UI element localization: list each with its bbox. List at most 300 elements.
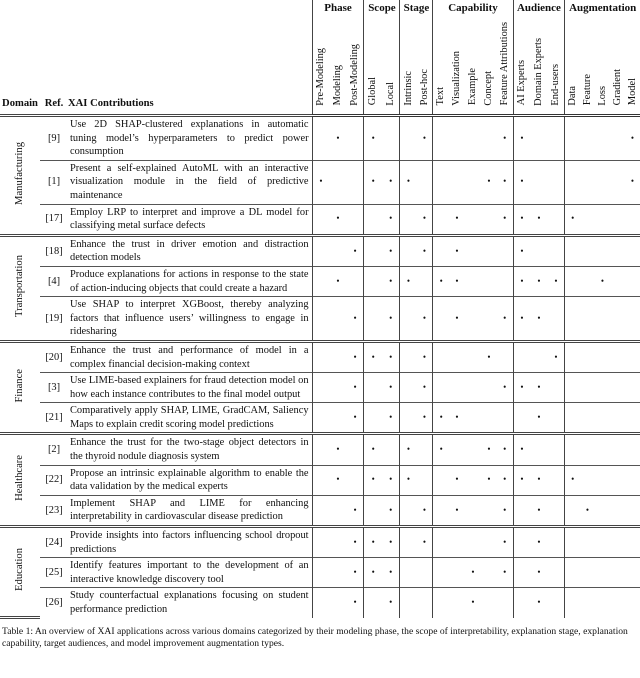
cell-loss	[595, 235, 610, 266]
check-dot-icon: •	[630, 176, 635, 187]
check-dot-icon: •	[353, 312, 357, 323]
group-header-row	[0, 0, 640, 18]
table-body	[0, 116, 640, 618]
cell-gradient	[610, 341, 625, 372]
cell-ai-experts	[513, 116, 530, 161]
cell-data	[565, 434, 580, 465]
cell-data	[565, 160, 580, 204]
cell-model	[625, 495, 640, 526]
reference-link[interactable]: [1]	[40, 160, 68, 204]
cell-domain-experts	[530, 235, 547, 266]
reference-link[interactable]: [26]	[40, 588, 68, 618]
cell-feature-attributions	[497, 558, 513, 588]
cell-data	[565, 558, 580, 588]
cell-end-users	[548, 588, 565, 618]
cell-ai-experts	[513, 558, 530, 588]
check-dot-icon: •	[503, 213, 507, 224]
cell-modeling	[329, 465, 346, 495]
cell-model	[625, 588, 640, 618]
check-dot-icon: •	[389, 597, 393, 608]
cell-data	[565, 297, 580, 342]
cell-local	[382, 160, 400, 204]
check-dot-icon: •	[503, 381, 507, 392]
table-row	[0, 588, 640, 618]
cell-local	[382, 266, 400, 296]
cell-end-users	[548, 160, 565, 204]
cell-domain-experts	[530, 160, 547, 204]
column-header-intrinsic	[400, 18, 417, 116]
column-label: Domain Experts	[533, 37, 545, 106]
check-dot-icon: •	[537, 536, 541, 547]
column-label: Pre-Modeling	[315, 47, 327, 106]
cell-concept	[481, 465, 497, 495]
cell-intrinsic	[400, 558, 417, 588]
cell-modeling	[329, 235, 346, 266]
reference-link[interactable]: [21]	[40, 403, 68, 434]
cell-post-modeling	[347, 235, 364, 266]
cell-visualization	[449, 495, 465, 526]
cell-modeling	[329, 558, 346, 588]
cell-feature-attributions	[497, 527, 513, 558]
cell-end-users	[548, 297, 565, 342]
contribution-text: Study counterfactual explanations focusing on student performance prediction	[68, 588, 312, 618]
cell-model	[625, 160, 640, 204]
cell-example	[465, 434, 481, 465]
table-row	[0, 527, 640, 558]
cell-end-users	[548, 434, 565, 465]
cell-end-users	[548, 527, 565, 558]
cell-feature	[580, 116, 595, 161]
contribution-text: Enhance the trust for the two-stage object detectors in the thyroid nodule diagnosis system	[68, 434, 312, 465]
cell-pre-modeling	[312, 341, 329, 372]
cell-model	[625, 266, 640, 296]
cell-ai-experts	[513, 204, 530, 235]
column-header-post-modeling	[347, 18, 364, 116]
contribution-text: Employ LRP to interpret and improve a DL model for classifying metal surface defects	[68, 204, 312, 235]
cell-gradient	[610, 465, 625, 495]
cell-feature	[580, 403, 595, 434]
contribution-text: Propose an intrinsic explainable algorithm to enable the data validation by the medical experts	[68, 465, 312, 495]
cell-global	[364, 558, 382, 588]
reference-link[interactable]: [17]	[40, 204, 68, 235]
column-label: Model	[626, 78, 638, 106]
cell-feature-attributions	[497, 235, 513, 266]
cell-text	[433, 116, 449, 161]
cell-post-modeling	[347, 527, 364, 558]
column-header-pre-modeling	[312, 18, 329, 116]
cell-intrinsic	[400, 527, 417, 558]
cell-pre-modeling	[312, 297, 329, 342]
check-dot-icon: •	[537, 504, 541, 515]
check-dot-icon: •	[389, 275, 393, 286]
check-dot-icon: •	[353, 536, 357, 547]
cell-domain-experts	[530, 297, 547, 342]
cell-domain-experts	[530, 266, 547, 296]
cell-gradient	[610, 373, 625, 403]
cell-global	[364, 341, 382, 372]
cell-intrinsic	[400, 495, 417, 526]
cell-loss	[595, 527, 610, 558]
check-dot-icon: •	[422, 536, 427, 547]
reference-link[interactable]: [9]	[40, 116, 68, 161]
cell-feature	[580, 341, 595, 372]
cell-end-users	[548, 204, 565, 235]
check-dot-icon: •	[537, 474, 541, 485]
reference-link[interactable]: [2]	[40, 434, 68, 465]
cell-domain-experts	[530, 495, 547, 526]
cell-local	[382, 235, 400, 266]
domain-transportation	[0, 235, 40, 341]
check-dot-icon: •	[630, 132, 635, 143]
check-dot-icon: •	[455, 474, 459, 485]
table-row	[0, 266, 640, 296]
check-dot-icon: •	[554, 351, 558, 362]
cell-concept	[481, 588, 497, 618]
cell-text	[433, 434, 449, 465]
cell-global	[364, 204, 382, 235]
cell-loss	[595, 116, 610, 161]
cell-visualization	[449, 160, 465, 204]
cell-text	[433, 235, 449, 266]
cell-gradient	[610, 116, 625, 161]
table-row	[0, 341, 640, 372]
domain-label: Finance	[14, 368, 26, 403]
table-row	[0, 116, 640, 161]
cell-loss	[595, 266, 610, 296]
cell-feature-attributions	[497, 160, 513, 204]
cell-domain-experts	[530, 434, 547, 465]
column-header-loss	[595, 18, 610, 116]
column-label: Post-Modeling	[349, 43, 361, 106]
cell-pre-modeling	[312, 527, 329, 558]
cell-local	[382, 558, 400, 588]
cell-pre-modeling	[312, 588, 329, 618]
table-row	[0, 204, 640, 235]
cell-feature-attributions	[497, 116, 513, 161]
table-row	[0, 297, 640, 342]
check-dot-icon: •	[353, 381, 357, 392]
cell-intrinsic	[400, 116, 417, 161]
check-dot-icon: •	[503, 474, 507, 485]
check-dot-icon: •	[389, 412, 393, 423]
cell-text	[433, 403, 449, 434]
cell-example	[465, 160, 481, 204]
cell-concept	[481, 403, 497, 434]
cell-example	[465, 373, 481, 403]
group-capability: Capability	[433, 0, 513, 18]
cell-post-hoc	[416, 527, 433, 558]
cell-domain-experts	[530, 588, 547, 618]
cell-global	[364, 116, 382, 161]
cell-end-users	[548, 235, 565, 266]
check-dot-icon: •	[455, 412, 459, 423]
cell-global	[364, 297, 382, 342]
column-header-local	[382, 18, 400, 116]
cell-end-users	[548, 373, 565, 403]
cell-intrinsic	[400, 434, 417, 465]
cell-gradient	[610, 527, 625, 558]
cell-post-hoc	[416, 235, 433, 266]
cell-text	[433, 465, 449, 495]
cell-concept	[481, 297, 497, 342]
domain-manufacturing	[0, 116, 40, 236]
cell-example	[465, 266, 481, 296]
group-stage: Stage	[400, 0, 433, 18]
check-dot-icon: •	[537, 412, 541, 423]
cell-visualization	[449, 341, 465, 372]
cell-example	[465, 558, 481, 588]
check-dot-icon: •	[389, 567, 393, 578]
check-dot-icon: •	[537, 213, 541, 224]
cell-local	[382, 434, 400, 465]
cell-text	[433, 588, 449, 618]
check-dot-icon: •	[503, 536, 507, 547]
check-dot-icon: •	[389, 474, 393, 485]
cell-ai-experts	[513, 266, 530, 296]
cell-text	[433, 373, 449, 403]
cell-domain-experts	[530, 558, 547, 588]
cell-text	[433, 160, 449, 204]
column-label: Loss	[596, 85, 608, 106]
check-dot-icon: •	[439, 444, 443, 455]
cell-feature-attributions	[497, 266, 513, 296]
table-row	[0, 160, 640, 204]
table-row	[0, 235, 640, 266]
cell-feature-attributions	[497, 495, 513, 526]
cell-pre-modeling	[312, 403, 329, 434]
cell-concept	[481, 558, 497, 588]
cell-model	[625, 434, 640, 465]
cell-local	[382, 495, 400, 526]
column-header-modeling	[329, 18, 346, 116]
check-dot-icon: •	[371, 176, 375, 187]
cell-ai-experts	[513, 235, 530, 266]
cell-post-modeling	[347, 160, 364, 204]
check-dot-icon: •	[520, 275, 524, 286]
cell-post-hoc	[416, 373, 433, 403]
check-dot-icon: •	[455, 275, 459, 286]
column-label: End-users	[550, 63, 562, 106]
cell-visualization	[449, 266, 465, 296]
column-header-ai-experts	[513, 18, 530, 116]
cell-concept	[481, 527, 497, 558]
reference-link[interactable]: [4]	[40, 266, 68, 296]
column-header-end-users	[548, 18, 565, 116]
cell-pre-modeling	[312, 434, 329, 465]
cell-concept	[481, 495, 497, 526]
cell-text	[433, 297, 449, 342]
check-dot-icon: •	[319, 176, 323, 187]
header-domain: Domain	[2, 98, 38, 110]
cell-modeling	[329, 434, 346, 465]
reference-link[interactable]: [20]	[40, 341, 68, 372]
cell-post-hoc	[416, 341, 433, 372]
cell-pre-modeling	[312, 558, 329, 588]
cell-global	[364, 266, 382, 296]
cell-post-modeling	[347, 341, 364, 372]
check-dot-icon: •	[389, 245, 393, 256]
cell-visualization	[449, 204, 465, 235]
cell-modeling	[329, 588, 346, 618]
domain-label: Manufacturing	[14, 141, 26, 205]
cell-feature-attributions	[497, 588, 513, 618]
cell-data	[565, 266, 580, 296]
cell-domain-experts	[530, 341, 547, 372]
column-label: Data	[566, 85, 578, 106]
table-row	[0, 403, 640, 434]
check-dot-icon: •	[353, 504, 357, 515]
check-dot-icon: •	[571, 474, 575, 485]
reference-link[interactable]: [3]	[40, 373, 68, 403]
cell-post-modeling	[347, 465, 364, 495]
check-dot-icon: •	[520, 245, 524, 256]
check-dot-icon: •	[520, 444, 524, 455]
cell-example	[465, 235, 481, 266]
column-label: Text	[435, 87, 447, 106]
check-dot-icon: •	[520, 381, 524, 392]
cell-feature-attributions	[497, 297, 513, 342]
cell-modeling	[329, 297, 346, 342]
cell-intrinsic	[400, 204, 417, 235]
check-dot-icon: •	[520, 213, 524, 224]
cell-pre-modeling	[312, 266, 329, 296]
check-dot-icon: •	[439, 412, 443, 423]
domain-education	[0, 527, 40, 618]
header-ref: Ref.	[44, 98, 64, 110]
cell-post-modeling	[347, 116, 364, 161]
cell-feature	[580, 434, 595, 465]
cell-pre-modeling	[312, 495, 329, 526]
check-dot-icon: •	[422, 312, 427, 323]
cell-ai-experts	[513, 495, 530, 526]
reference-link[interactable]: [19]	[40, 297, 68, 342]
cell-loss	[595, 204, 610, 235]
reference-link[interactable]: [25]	[40, 558, 68, 588]
check-dot-icon: •	[389, 351, 393, 362]
cell-example	[465, 341, 481, 372]
cell-example	[465, 527, 481, 558]
check-dot-icon: •	[353, 245, 357, 256]
column-header-visualization	[449, 18, 465, 116]
cell-post-modeling	[347, 297, 364, 342]
cell-post-hoc	[416, 495, 433, 526]
check-dot-icon: •	[422, 351, 427, 362]
reference-link[interactable]: [18]	[40, 235, 68, 266]
cell-post-modeling	[347, 266, 364, 296]
check-dot-icon: •	[471, 567, 475, 578]
cell-ai-experts	[513, 297, 530, 342]
check-dot-icon: •	[336, 275, 340, 286]
cell-feature	[580, 373, 595, 403]
cell-model	[625, 403, 640, 434]
check-dot-icon: •	[600, 275, 604, 286]
cell-model	[625, 116, 640, 161]
cell-domain-experts	[530, 373, 547, 403]
cell-global	[364, 434, 382, 465]
check-dot-icon: •	[371, 444, 375, 455]
cell-end-users	[548, 403, 565, 434]
check-dot-icon: •	[503, 504, 507, 515]
cell-ai-experts	[513, 465, 530, 495]
cell-loss	[595, 588, 610, 618]
check-dot-icon: •	[537, 275, 541, 286]
contribution-text: Present a self-explained AutoML with an interactive visualization module in the field of predictive maintenance	[68, 160, 312, 204]
check-dot-icon: •	[503, 132, 507, 143]
cell-global	[364, 527, 382, 558]
cell-gradient	[610, 266, 625, 296]
cell-data	[565, 116, 580, 161]
check-dot-icon: •	[406, 275, 411, 286]
cell-post-hoc	[416, 558, 433, 588]
check-dot-icon: •	[389, 381, 393, 392]
column-header-post-hoc	[416, 18, 433, 116]
cell-global	[364, 465, 382, 495]
cell-local	[382, 373, 400, 403]
reference-link[interactable]: [24]	[40, 527, 68, 558]
cell-modeling	[329, 116, 346, 161]
cell-post-hoc	[416, 403, 433, 434]
cell-global	[364, 160, 382, 204]
reference-link[interactable]: [23]	[40, 495, 68, 526]
check-dot-icon: •	[455, 245, 459, 256]
contribution-text: Implement SHAP and LIME for enhancing interpretability in cardiovascular disease prediction	[68, 495, 312, 526]
check-dot-icon: •	[353, 412, 357, 423]
cell-model	[625, 465, 640, 495]
cell-model	[625, 373, 640, 403]
cell-domain-experts	[530, 403, 547, 434]
cell-ai-experts	[513, 588, 530, 618]
cell-visualization	[449, 465, 465, 495]
check-dot-icon: •	[422, 381, 427, 392]
cell-example	[465, 116, 481, 161]
check-dot-icon: •	[336, 213, 340, 224]
cell-intrinsic	[400, 465, 417, 495]
cell-model	[625, 341, 640, 372]
cell-post-hoc	[416, 465, 433, 495]
reference-link[interactable]: [22]	[40, 465, 68, 495]
cell-loss	[595, 465, 610, 495]
check-dot-icon: •	[353, 567, 357, 578]
cell-model	[625, 235, 640, 266]
cell-domain-experts	[530, 527, 547, 558]
check-dot-icon: •	[503, 176, 507, 187]
group-scope: Scope	[364, 0, 400, 18]
column-header-gradient	[610, 18, 625, 116]
check-dot-icon: •	[389, 176, 393, 187]
column-header-global	[364, 18, 382, 116]
cell-feature	[580, 266, 595, 296]
domain-label: Healthcare	[14, 455, 26, 501]
cell-intrinsic	[400, 403, 417, 434]
table-caption: Table 1: An overview of XAI applications across various domains categorized by their modeling phase, the scope of interpretability, explanation stage, explanation capability, target audiences, and model improvement augmentation types.	[2, 626, 628, 650]
column-header-model	[625, 18, 640, 116]
check-dot-icon: •	[371, 132, 375, 143]
cell-example	[465, 297, 481, 342]
cell-visualization	[449, 434, 465, 465]
check-dot-icon: •	[503, 444, 507, 455]
check-dot-icon: •	[406, 474, 411, 485]
column-label: Concept	[483, 70, 495, 106]
check-dot-icon: •	[520, 312, 524, 323]
table-row	[0, 465, 640, 495]
cell-feature-attributions	[497, 204, 513, 235]
column-label: Post-hoc	[418, 69, 430, 106]
cell-modeling	[329, 160, 346, 204]
header-contributions: XAI Contributions	[68, 0, 312, 116]
cell-feature	[580, 160, 595, 204]
cell-ai-experts	[513, 373, 530, 403]
check-dot-icon: •	[520, 132, 524, 143]
